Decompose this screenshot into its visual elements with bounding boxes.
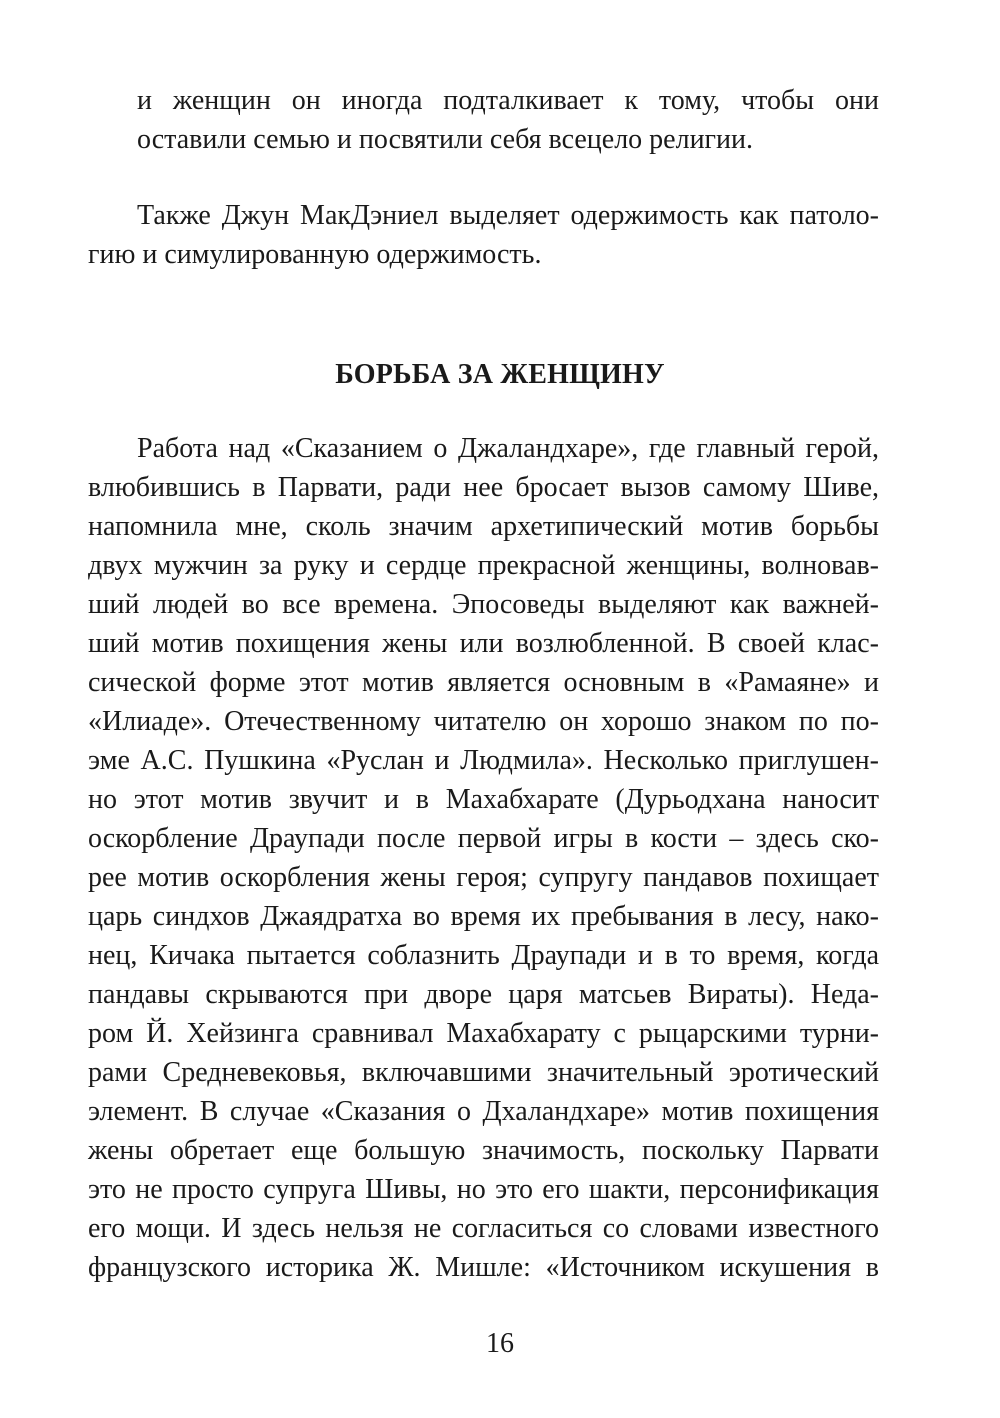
text-line: оставили семью и посвятили себя всецело религии. <box>137 124 753 155</box>
text-line: Работа над «Сказанием о Джаландхаре», где главный герой, <box>137 433 879 464</box>
text-line: это не просто супруга Шивы, но это его шакти, персонификация <box>88 1174 879 1205</box>
text-line: ший людей во все времена. Эпосоведы выделяют как важней- <box>88 589 879 620</box>
page-number: 16 <box>486 1328 514 1359</box>
text-line: жены обретает еще большую значимость, поскольку Парвати <box>88 1135 879 1166</box>
text-line: сической форме этот мотив является основным в «Рамаяне» и <box>88 667 879 698</box>
text-line: влюбившись в Парвати, ради нее бросает вызов самому Шиве, <box>88 472 879 503</box>
text-line: ром Й. Хейзинга сравнивал Махабхарату с рыцарскими турни- <box>88 1018 879 1049</box>
text-line: пандавы скрываются при дворе царя матсьев Вираты). Неда- <box>88 979 879 1010</box>
text-line: но этот мотив звучит и в Махабхарате (Дурьодхана наносит <box>88 784 879 815</box>
text-line: оскорбление Драупади после первой игры в кости – здесь ско- <box>88 823 879 854</box>
text-line: и женщин он иногда подталкивает к тому, чтобы они <box>137 85 879 116</box>
text-line: нец, Кичака пытается соблазнить Драупади и в то время, когда <box>88 940 879 971</box>
text-line: двух мужчин за руку и сердце прекрасной женщины, волновав- <box>88 550 879 581</box>
text-line: Также Джун МакДэниел выделяет одержимость как патоло- <box>137 200 879 231</box>
text-line: «Илиаде». Отечественному читателю он хорошо знаком по по- <box>88 706 879 737</box>
text-line: рее мотив оскорбления жены героя; супругу пандавов похищает <box>88 862 879 893</box>
text-line: рами Средневековья, включавшими значительный эротический <box>88 1057 879 1088</box>
text-line: ший мотив похищения жены или возлюбленной. В своей клас- <box>88 628 879 659</box>
text-line: его мощи. И здесь нельзя не согласиться со словами известного <box>88 1213 879 1244</box>
text-line: царь синдхов Джаядратха во время их пребывания в лесу, нако- <box>88 901 879 932</box>
text-line: гию и симулированную одержимость. <box>88 239 542 270</box>
text-line: французского историка Ж. Мишле: «Источником искушения в <box>88 1252 879 1283</box>
text-line: элемент. В случае «Сказания о Дхаландхаре» мотив похищения <box>88 1096 879 1127</box>
text-line: эме А.С. Пушкина «Руслан и Людмила». Несколько приглушен- <box>88 745 879 776</box>
section-heading: БОРЬБА ЗА ЖЕНЩИНУ <box>335 359 665 390</box>
text-line: напомнила мне, сколь значим архетипический мотив борьбы <box>88 511 879 542</box>
